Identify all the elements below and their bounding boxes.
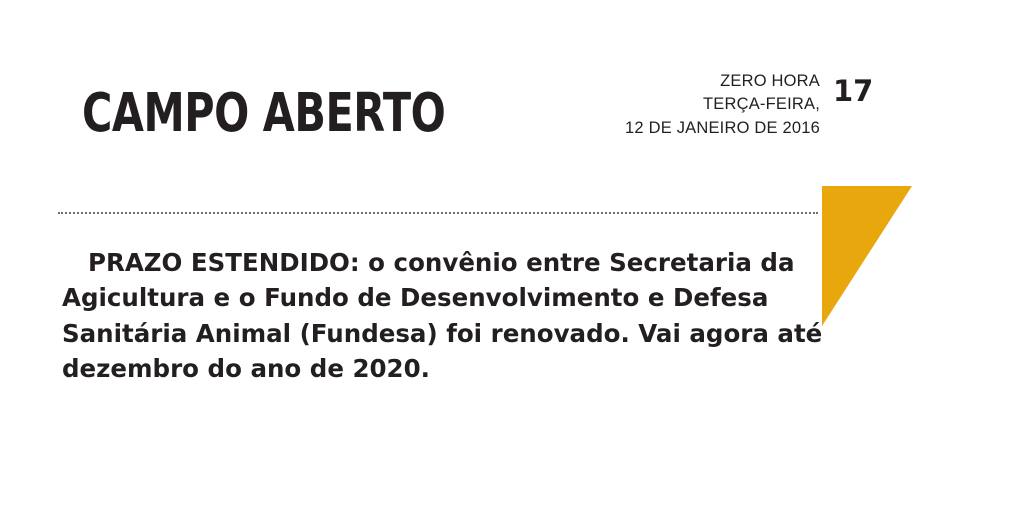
publication-name: ZERO HORA [720, 72, 820, 90]
page-number: 17 [833, 74, 874, 108]
page-title: CAMPO ABERTO [82, 81, 446, 144]
masthead [0, 0, 1020, 195]
edition-info [520, 70, 820, 140]
edition-date: 12 DE JANEIRO DE 2016 [625, 118, 820, 137]
edition-weekday: TERÇA-FEIRA, [703, 95, 820, 114]
article-body [62, 245, 852, 386]
article-lead-in: PRAZO ESTENDIDO: [88, 248, 360, 277]
divider-dotted-rule [58, 212, 818, 216]
article-text: o convênio entre Secretaria da Agicultura e o Fundo de Desenvolvimento e Defesa Sanitária Animal (Fundesa) foi renovado. Vai agora até dezembro do ano de 2020. [62, 248, 823, 383]
